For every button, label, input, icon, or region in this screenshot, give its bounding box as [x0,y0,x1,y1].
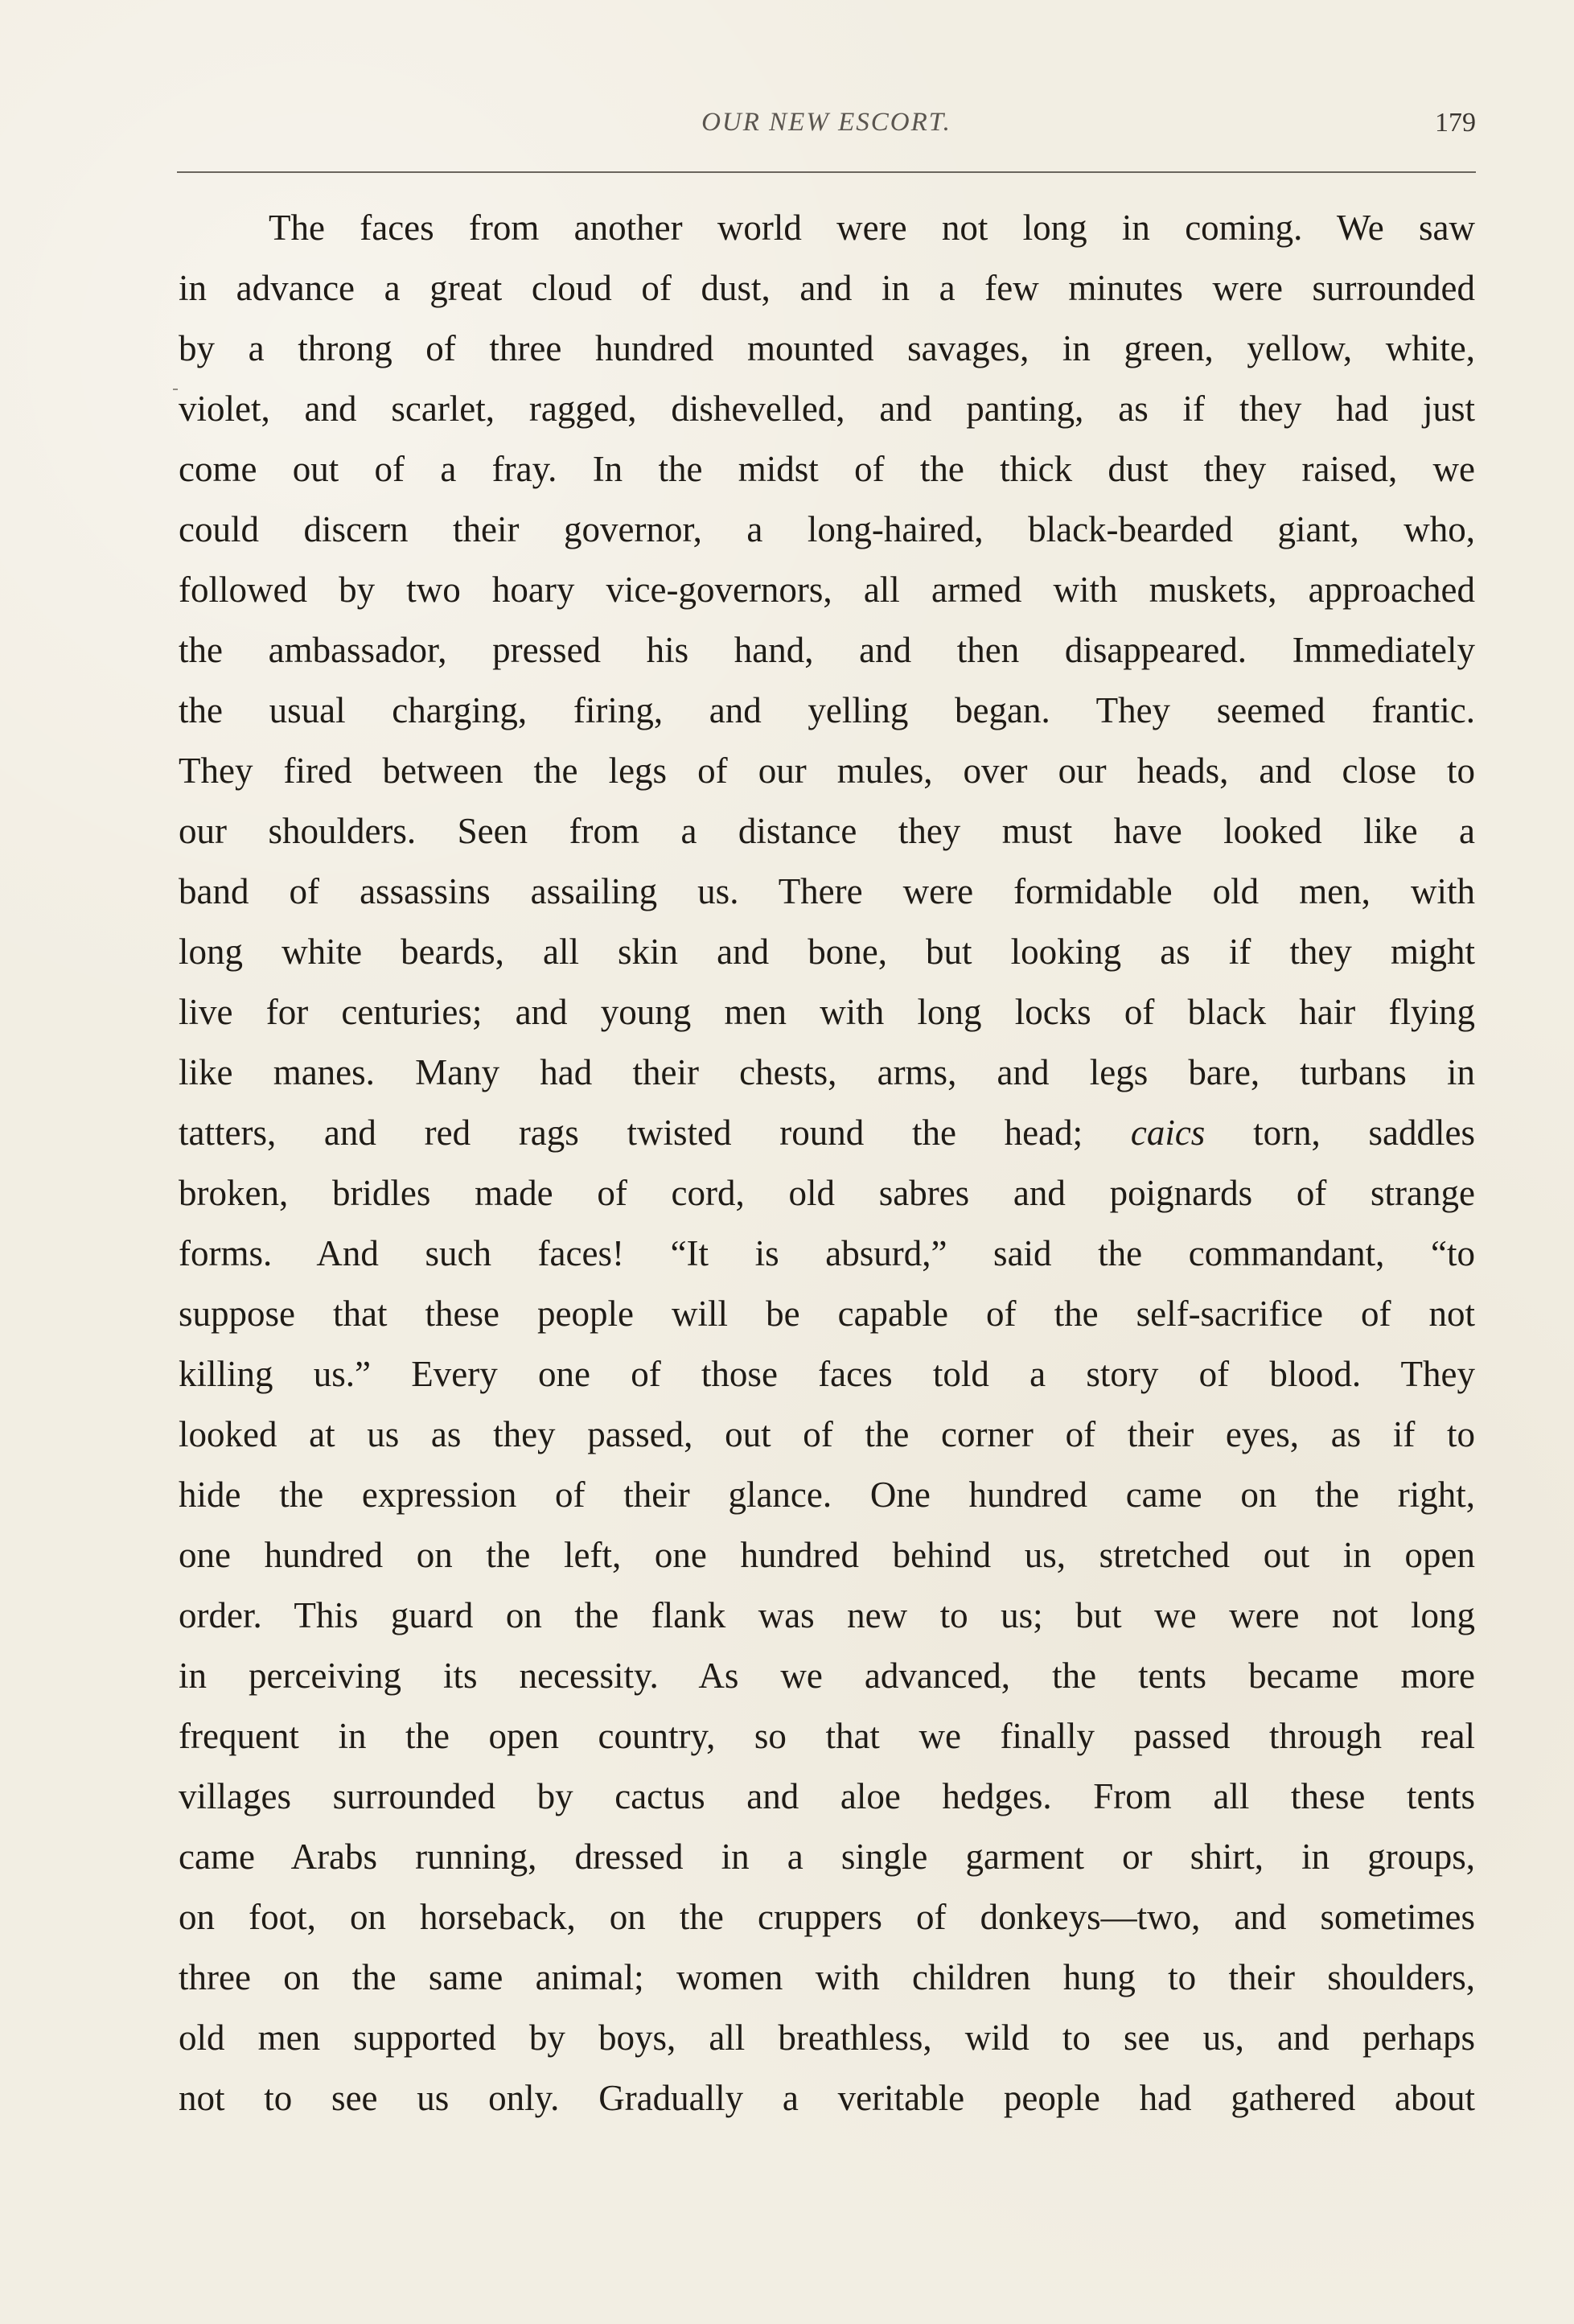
text-line: forms. And such faces! “It is absurd,” said the commandant, “to [179,1233,1475,1273]
text-line: three on the same animal; women with children hung to their shoulders, [179,1957,1475,1997]
text-line: long white beards, all skin and bone, but looking as if they might [179,932,1475,972]
text-line: by a throng of three hundred mounted savages, in green, yellow, white, [179,328,1475,368]
text-line: come out of a fray. In the midst of the thick dust they raised, we [179,449,1475,489]
text-line: our shoulders. Seen from a distance they must have looked like a [179,811,1475,851]
text-line: The faces from another world were not long in coming. We saw [269,208,1475,248]
text-line: on foot, on horseback, on the cruppers of donkeys—two, and sometimes [179,1897,1475,1937]
running-header [177,109,1476,158]
text-line: villages surrounded by cactus and aloe hedges. From all these tents [179,1776,1475,1816]
text-line: could discern their governor, a long-haired, black-bearded giant, who, [179,509,1475,549]
text-line: followed by two hoary vice-governors, all armed with muskets, approached [179,570,1475,610]
running-title: OUR NEW ESCORT. [701,108,951,137]
text-line: live for centuries; and young men with long locks of black hair flying [179,992,1475,1032]
text-line: the usual charging, firing, and yelling began. They seemed frantic. [179,690,1475,730]
print-speck [173,389,178,390]
page-number: 179 [1435,108,1476,138]
text-line: the ambassador, pressed his hand, and then disappeared. Immediately [179,630,1475,670]
text-line: violet, and scarlet, ragged, dishevelled, and panting, as if they had just [179,389,1475,429]
text-line: killing us.” Every one of those faces told a story of blood. They [179,1354,1475,1394]
text-segment: tatters, and red rags twisted round the head; [179,1113,1083,1153]
text-line-with-italic [179,1103,1475,1163]
italic-word: caics [1130,1113,1206,1153]
text-line: broken, bridles made of cord, old sabres and poignards of strange [179,1173,1475,1213]
text-line: like manes. Many had their chests, arms, and legs bare, turbans in [179,1052,1475,1092]
text-line: one hundred on the left, one hundred behind us, stretched out in open [179,1535,1475,1575]
text-line: looked at us as they passed, out of the corner of their eyes, as if to [179,1414,1475,1454]
text-line: came Arabs running, dressed in a single garment or shirt, in groups, [179,1837,1475,1877]
text-line: frequent in the open country, so that we finally passed through real [179,1716,1475,1756]
text-line: in perceiving its necessity. As we advanced, the tents became more [179,1656,1475,1696]
text-line: hide the expression of their glance. One hundred came on the right, [179,1475,1475,1515]
text-line: suppose that these people will be capable of the self-sacrifice of not [179,1294,1475,1334]
text-line: band of assassins assailing us. There were formidable old men, with [179,871,1475,911]
text-line: They fired between the legs of our mules, over our heads, and close to [179,751,1475,791]
text-segment: torn, saddles [1253,1113,1476,1153]
text-line: old men supported by boys, all breathless, wild to see us, and perhaps [179,2018,1475,2058]
text-line: not to see us only. Gradually a veritable people had gathered about [179,2078,1475,2118]
text-line: in advance a great cloud of dust, and in a few minutes were surrounded [179,268,1475,308]
text-line: order. This guard on the flank was new to us; but we were not long [179,1595,1475,1635]
body-text [179,198,1475,2129]
header-rule [177,171,1476,173]
